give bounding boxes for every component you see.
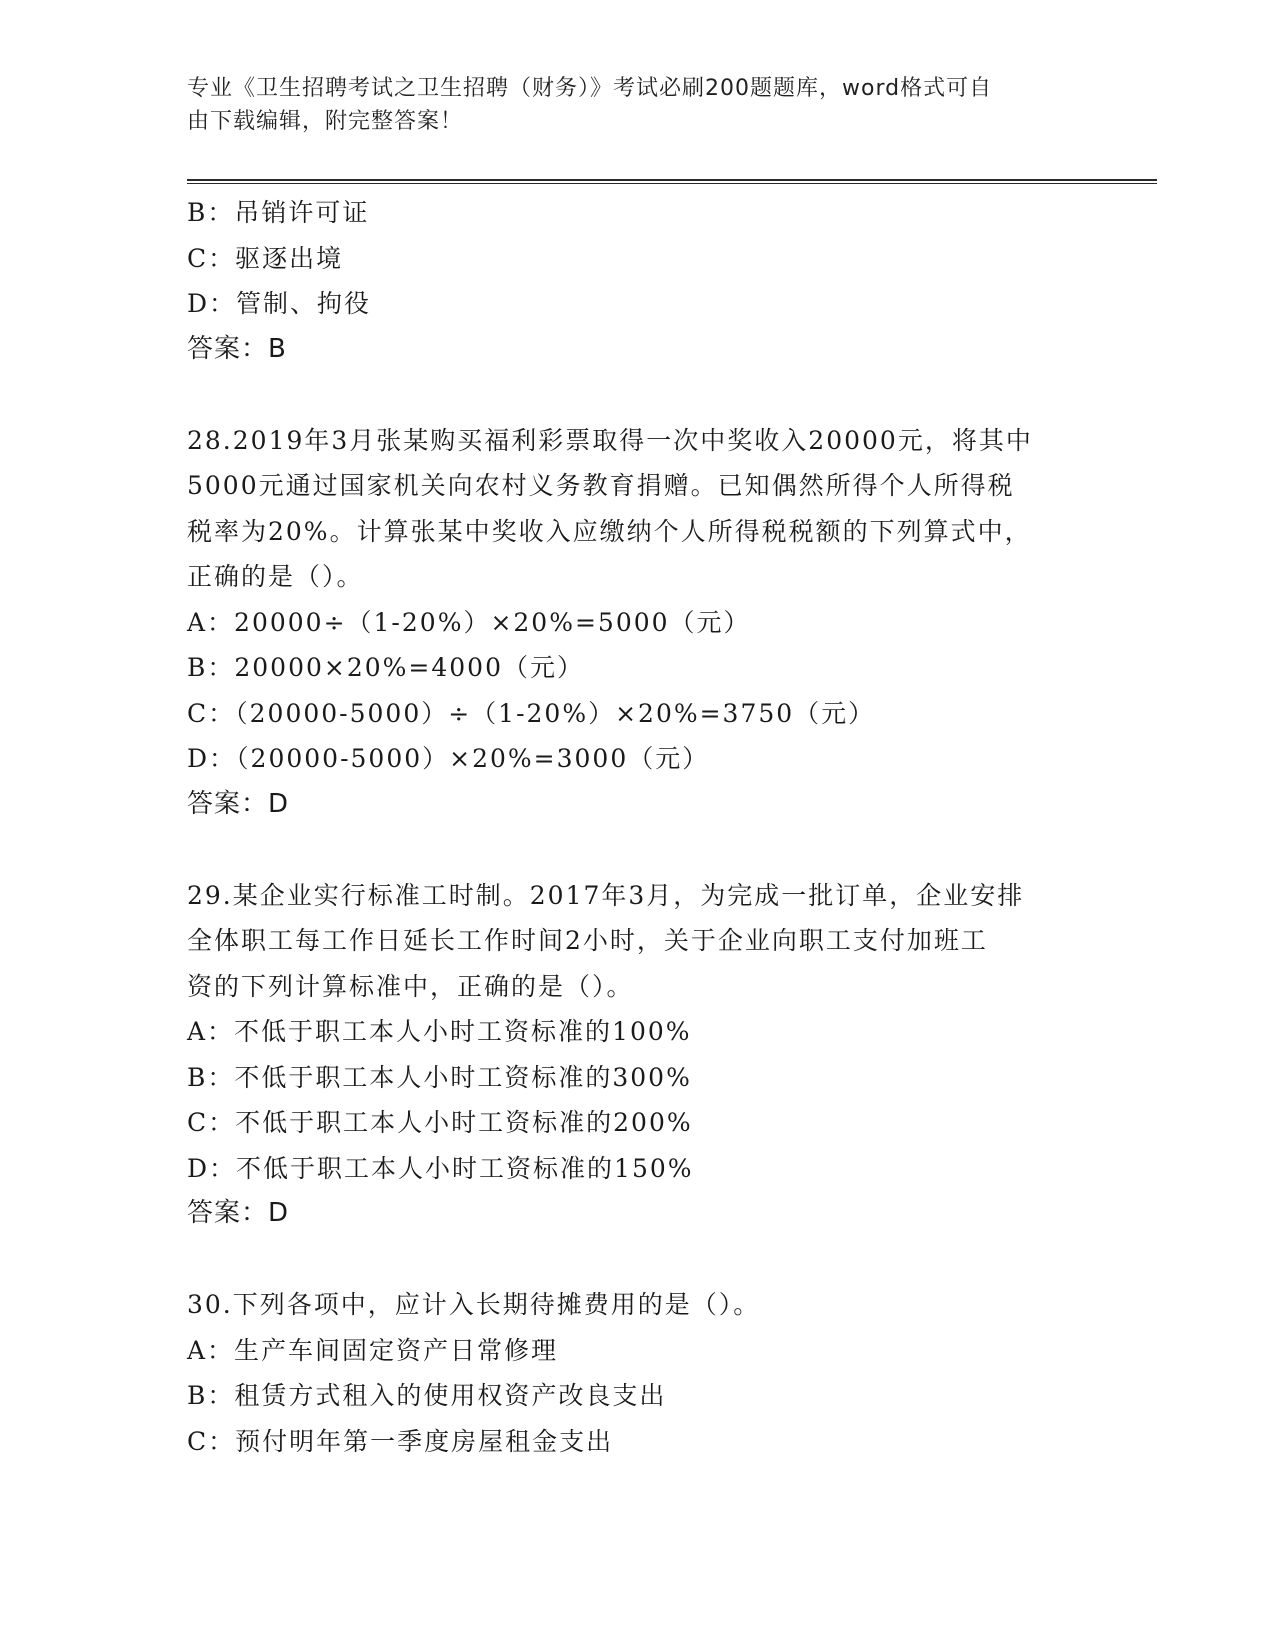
page-header <box>187 72 1087 138</box>
option-a: A：不低于职工本人小时工资标准的100% <box>187 1017 692 1046</box>
answer-line: 答案：D <box>187 1198 290 1228</box>
question-stem-line: 29.某企业实行标准工时制。2017年3月，为完成一批订单，企业安排 <box>187 880 1025 910</box>
question-stem-line: 全体职工每工作日延长工作时间2小时，关于企业向职工支付加班工 <box>187 926 988 955</box>
option-b: B：不低于职工本人小时工资标准的300% <box>187 1062 692 1092</box>
previous-question-block <box>187 190 1087 372</box>
option-c: C：驱逐出境 <box>187 243 344 273</box>
header-line-1: 专业《卫生招聘考试之卫生招聘（财务）》考试必刷200题题库，word格式可自 <box>187 76 993 101</box>
question-stem-line: 资的下列计算标准中，正确的是（）。 <box>187 971 634 1001</box>
option-d: D：（20000-5000）×20%=3000（元） <box>187 744 710 773</box>
option-b: B：租赁方式租入的使用权资产改良支出 <box>187 1381 667 1410</box>
document-body <box>187 190 1087 1464</box>
question-stem-line: 5000元通过国家机关向农村义务教育捐赠。已知偶然所得个人所得税 <box>187 471 1015 500</box>
option-b: B：20000×20%=4000（元） <box>187 653 584 682</box>
answer-line: 答案：B <box>187 333 287 364</box>
question-stem-line: 30.下列各项中，应计入长期待摊费用的是（）。 <box>187 1290 761 1319</box>
option-c: C：预付明年第一季度房屋租金支出 <box>187 1426 614 1456</box>
question-stem-line: 28.2019年3月张某购买福利彩票取得一次中奖收入20000元，将其中 <box>187 425 1033 455</box>
option-d: D：管制、拘役 <box>187 289 372 318</box>
header-divider-thick <box>187 179 1157 181</box>
spacer <box>187 1237 1087 1283</box>
header-divider-thin <box>187 183 1157 184</box>
question-30 <box>187 1282 1087 1464</box>
spacer <box>187 827 1087 873</box>
option-c: C：（20000-5000）÷（1-20%）×20%=3750（元） <box>187 698 876 728</box>
question-stem-line: 税率为20%。计算张某中奖收入应缴纳个人所得税税额的下列算式中， <box>187 516 1032 546</box>
option-a: A：生产车间固定资产日常修理 <box>187 1335 559 1365</box>
question-stem-line: 正确的是（）。 <box>187 562 364 591</box>
option-d: D：不低于职工本人小时工资标准的150% <box>187 1153 694 1183</box>
option-b: B：吊销许可证 <box>187 198 370 227</box>
answer-line: 答案：D <box>187 788 290 819</box>
question-29 <box>187 873 1087 1237</box>
question-28 <box>187 418 1087 828</box>
option-c: C：不低于职工本人小时工资标准的200% <box>187 1108 693 1137</box>
option-a: A：20000÷（1-20%）×20%=5000（元） <box>187 607 751 637</box>
spacer <box>187 372 1087 418</box>
header-line-2: 由下载编辑，附完整答案！ <box>187 109 464 134</box>
